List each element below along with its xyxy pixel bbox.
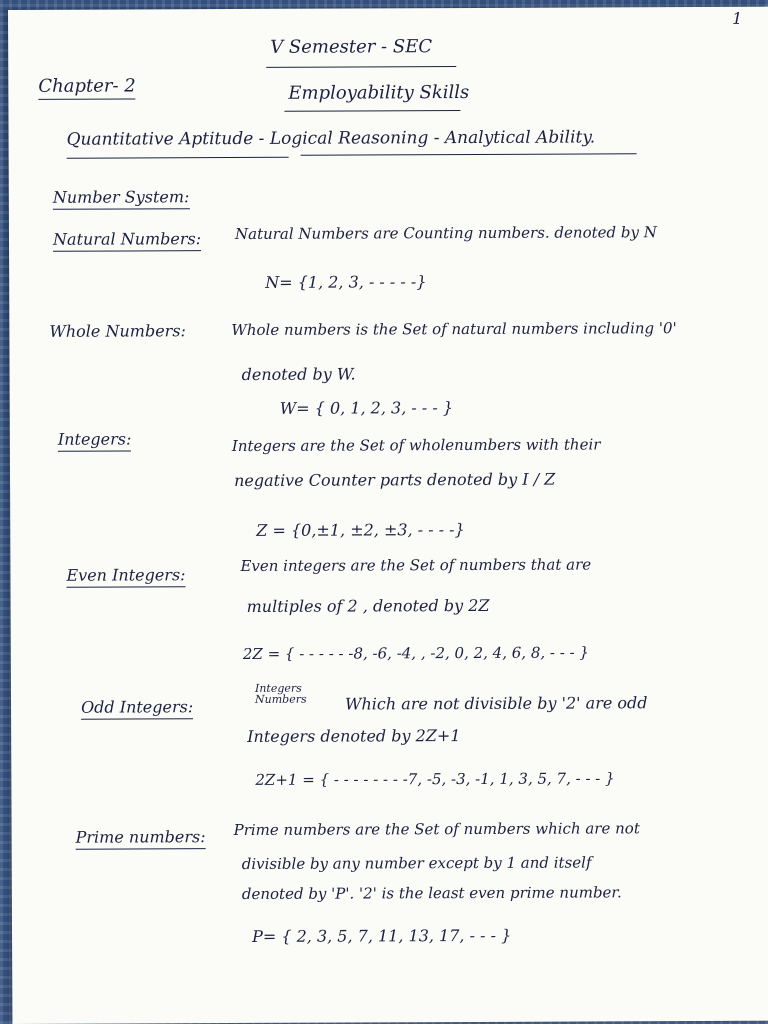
prime-definition-1: Prime numbers are the Set of numbers which are not (233, 819, 640, 840)
odd-definition-1: Which are not divisible by '2' are odd (344, 693, 648, 714)
even-set: 2Z = { - - - - - -8, -6, -4, , -2, 0, 2, 4, 6, 8, - - - } (242, 643, 590, 663)
even-definition-2: multiples of 2 , denoted by 2Z (246, 595, 490, 616)
course-title: Employability Skills (288, 81, 470, 104)
prime-definition-2: divisible by any number except by 1 and itself (241, 853, 592, 873)
whole-set: W= { 0, 1, 2, 3, - - - } (279, 398, 454, 418)
even-definition-1: Even integers are the Set of numbers that are (240, 555, 592, 575)
prime-term: Prime numbers: (76, 827, 206, 850)
chapter-label: Chapter- 2 (38, 75, 135, 99)
odd-definition-2: Integers denoted by 2Z+1 (247, 726, 461, 746)
even-term: Even Integers: (66, 565, 185, 588)
natural-set: N= {1, 2, 3, - - - - -} (265, 272, 427, 292)
odd-set: 2Z+1 = { - - - - - - - -7, -5, -3, -1, 1, 3, 5, 7, - - - } (255, 769, 615, 789)
integers-definition-1: Integers are the Set of wholenumbers with their (231, 435, 601, 456)
natural-term: Natural Numbers: (53, 229, 201, 252)
semester-underline (266, 66, 456, 68)
prime-set: P= { 2, 3, 5, 7, 11, 13, 17, - - - } (252, 925, 512, 946)
odd-note (255, 683, 307, 705)
notebook-page (8, 7, 768, 1024)
course-underline (284, 110, 460, 112)
whole-definition-2: denoted by W. (241, 364, 356, 384)
odd-term: Odd Integers: (81, 697, 193, 719)
whole-definition-1: Whole numbers is the Set of natural numbers including '0' (231, 319, 677, 340)
integers-set: Z = {0,±1, ±2, ±3, - - - -} (256, 520, 465, 540)
odd-note-integers: Integers (254, 681, 302, 695)
prime-definition-3: denoted by 'P'. '2' is the least even prime number. (241, 883, 622, 903)
odd-note-numbers: Numbers (254, 692, 307, 706)
topics-underline-1 (67, 157, 289, 159)
semester-heading: V Semester - SEC (270, 36, 433, 58)
topics-underline-2 (301, 153, 637, 155)
natural-definition: Natural Numbers are Counting numbers. denoted by N (234, 223, 657, 244)
integers-term: Integers: (58, 429, 132, 451)
integers-definition-2: negative Counter parts denoted by I / Z (234, 469, 556, 491)
topics-line: Quantitative Aptitude - Logical Reasoning - Analytical Ability. (66, 127, 596, 150)
page-number: 1 (732, 8, 743, 28)
whole-term: Whole Numbers: (49, 321, 186, 341)
section-title: Number System: (53, 187, 190, 210)
